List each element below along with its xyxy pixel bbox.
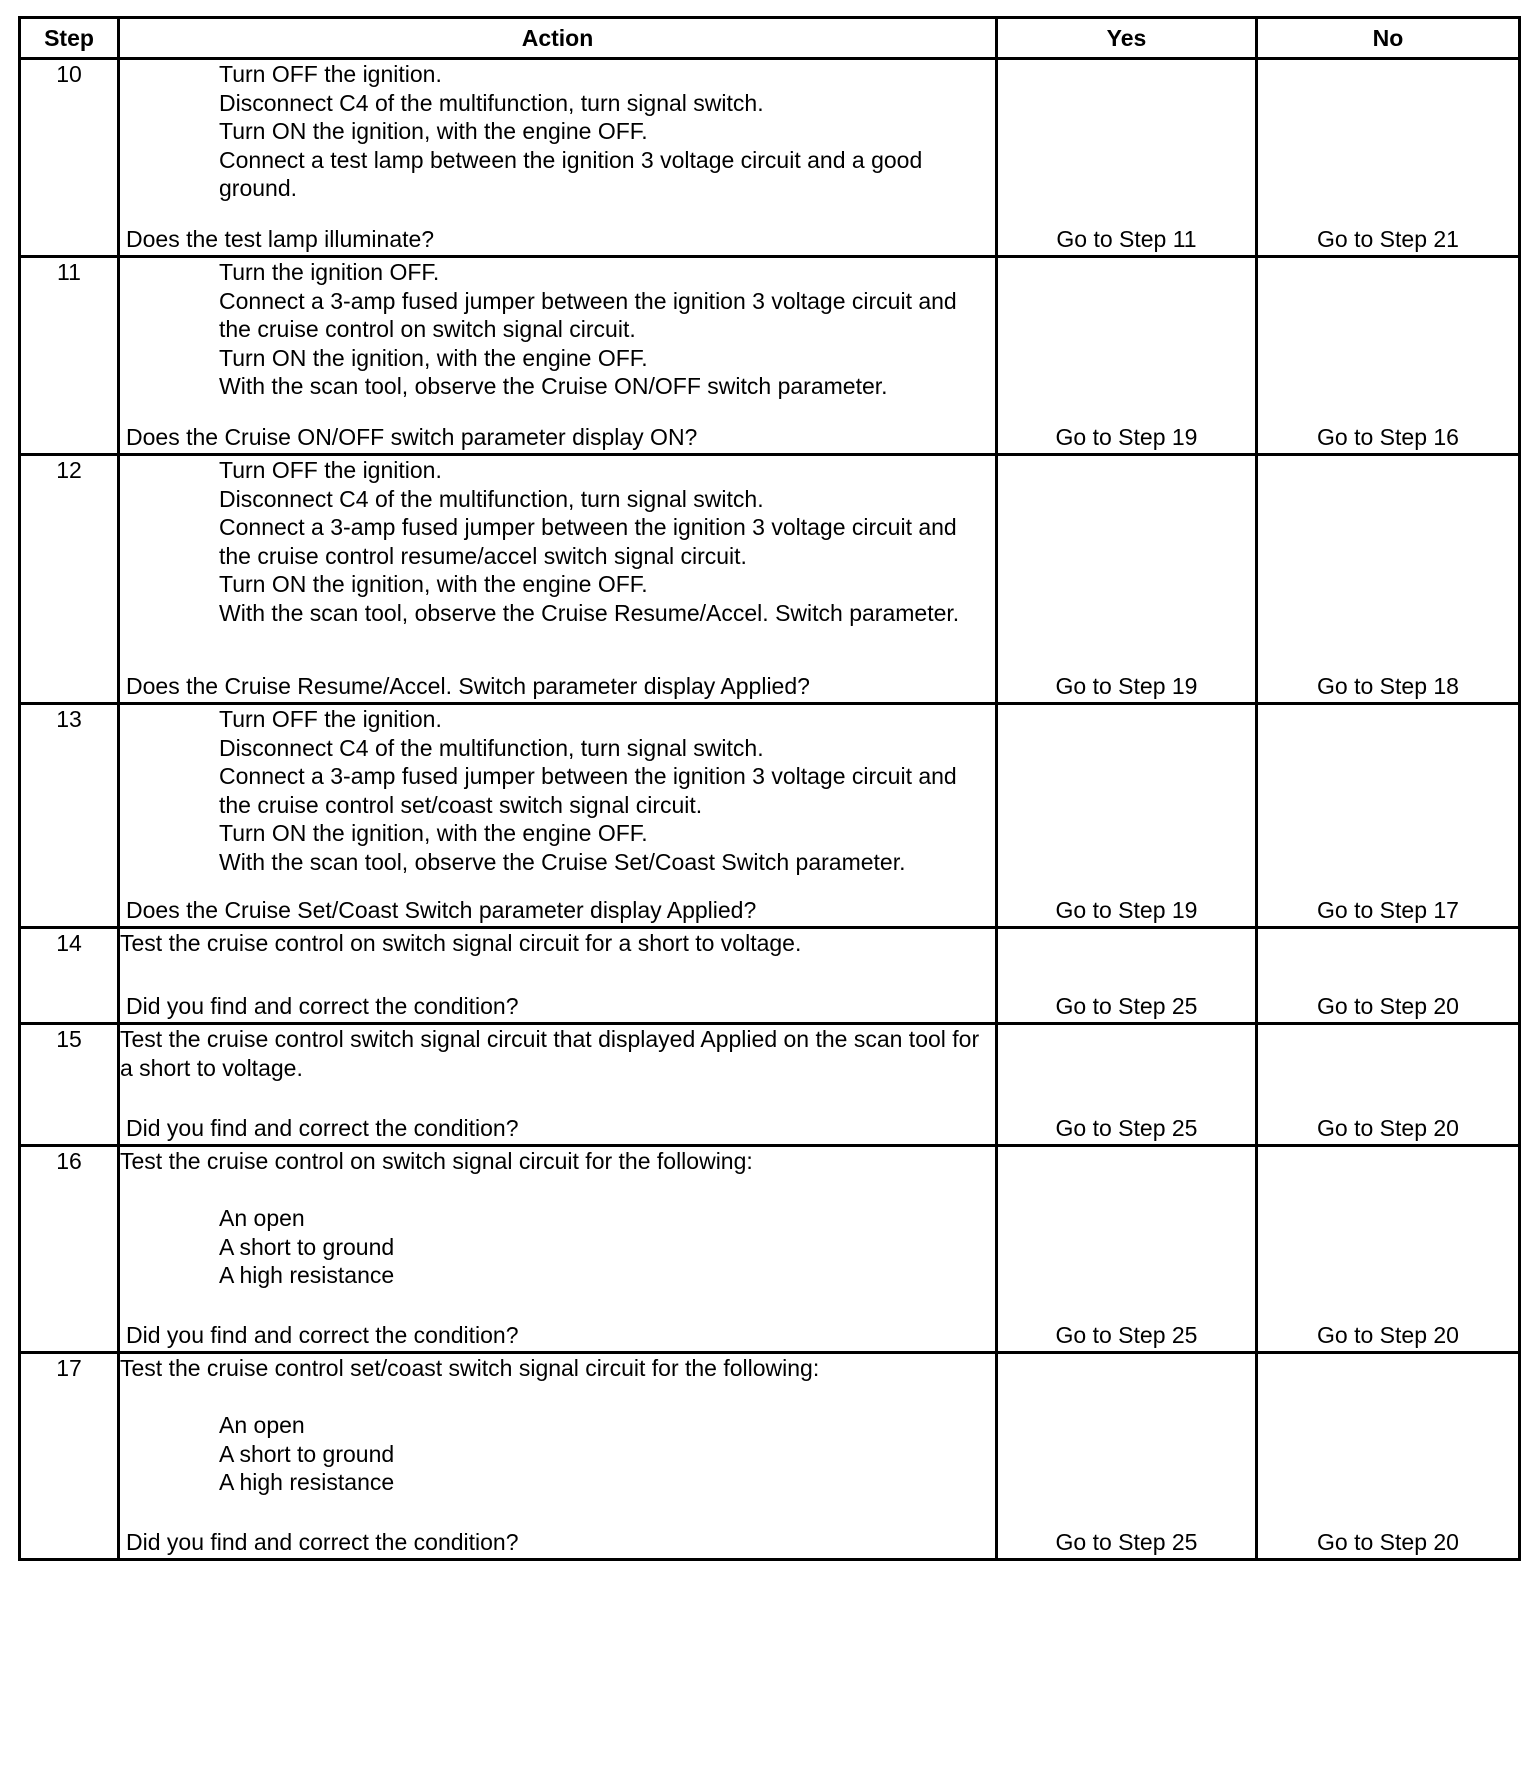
yes-cell — [997, 1146, 1257, 1353]
action-cell — [119, 1146, 997, 1353]
action-line: Disconnect C4 of the multifunction, turn signal switch. — [219, 89, 764, 116]
no-result: Go to Step 20 — [1317, 992, 1459, 1019]
yes-cell — [997, 1353, 1257, 1560]
action-question: Did you find and correct the condition? — [126, 992, 519, 1019]
action-line: Connect a test lamp between the ignition 3 voltage circuit and a good ground. — [219, 146, 923, 201]
action-line: Connect a 3-amp fused jumper between the ignition 3 voltage circuit and the cruise control set/coast switch signal circuit. — [219, 763, 957, 818]
condition-item: A short to ground — [219, 1233, 395, 1260]
action-line: Turn OFF the ignition. — [219, 457, 442, 483]
action-question: Did you find and correct the condition? — [126, 1114, 519, 1141]
no-result: Go to Step 20 — [1317, 1114, 1459, 1141]
action-line: With the scan tool, observe the Cruise Resume/Accel. Switch parameter. — [219, 599, 960, 626]
yes-cell — [997, 1024, 1257, 1146]
condition-item: An open — [219, 1412, 305, 1438]
yes-cell — [997, 257, 1257, 455]
action-cell — [119, 257, 997, 455]
yes-result: Go to Step 19 — [1055, 672, 1198, 699]
action-cell — [119, 59, 997, 257]
header-row — [20, 18, 1520, 59]
yes-result: Go to Step 25 — [1055, 1321, 1198, 1348]
action-line: Connect a 3-amp fused jumper between the ignition 3 voltage circuit and the cruise control on switch signal circuit. — [219, 287, 957, 342]
action-cell — [119, 455, 997, 704]
yes-cell — [997, 455, 1257, 704]
no-cell — [1257, 59, 1520, 257]
condition-item: A high resistance — [219, 1262, 395, 1288]
step-number: 13 — [20, 704, 119, 928]
no-cell — [1257, 455, 1520, 704]
action-line: Test the cruise control on switch signal circuit for the following: — [120, 1148, 753, 1174]
no-result: Go to Step 16 — [1317, 423, 1459, 450]
table-row — [20, 1024, 1520, 1146]
no-cell — [1257, 928, 1520, 1024]
action-line: With the scan tool, observe the Cruise Set/Coast Switch parameter. — [219, 848, 906, 875]
action-question: Does the test lamp illuminate? — [126, 225, 435, 252]
yes-result: Go to Step 25 — [1055, 992, 1198, 1019]
diagnostic-table — [18, 16, 1521, 1561]
step-number: 17 — [20, 1353, 119, 1560]
yes-result: Go to Step 25 — [1055, 1114, 1198, 1141]
action-question: Does the Cruise Set/Coast Switch parameter display Applied? — [126, 896, 757, 923]
yes-result: Go to Step 19 — [1055, 423, 1198, 450]
action-line: Disconnect C4 of the multifunction, turn signal switch. — [219, 734, 764, 761]
action-line: Turn ON the ignition, with the engine OFF. — [219, 571, 648, 597]
no-cell — [1257, 1024, 1520, 1146]
step-number: 11 — [20, 257, 119, 455]
yes-cell — [997, 59, 1257, 257]
step-number: 14 — [20, 928, 119, 1024]
header-yes: Yes — [997, 18, 1257, 59]
action-line: Turn ON the ignition, with the engine OFF. — [219, 118, 648, 144]
action-line: Test the cruise control switch signal circuit that displayed Applied on the scan tool for a short to voltage. — [120, 1026, 980, 1081]
header-no: No — [1257, 18, 1520, 59]
action-line: Turn OFF the ignition. — [219, 61, 442, 87]
no-cell — [1257, 1353, 1520, 1560]
table-row — [20, 1146, 1520, 1353]
action-cell — [119, 928, 997, 1024]
action-line: Turn OFF the ignition. — [219, 706, 442, 732]
no-cell — [1257, 704, 1520, 928]
action-line: With the scan tool, observe the Cruise ON/OFF switch parameter. — [219, 373, 888, 399]
condition-list — [120, 1411, 995, 1497]
yes-result: Go to Step 25 — [1055, 1528, 1198, 1555]
no-cell — [1257, 257, 1520, 455]
yes-result: Go to Step 11 — [1056, 225, 1197, 252]
table-row — [20, 1353, 1520, 1560]
yes-result: Go to Step 19 — [1055, 896, 1198, 923]
no-result: Go to Step 21 — [1317, 225, 1459, 252]
action-question: Did you find and correct the condition? — [126, 1321, 519, 1348]
table-row — [20, 59, 1520, 257]
condition-list — [120, 1204, 995, 1290]
no-result: Go to Step 17 — [1317, 896, 1459, 923]
action-line: Turn the ignition OFF. — [219, 259, 440, 285]
table-row — [20, 704, 1520, 928]
action-line: Test the cruise control on switch signal circuit for a short to voltage. — [120, 930, 802, 956]
step-number: 16 — [20, 1146, 119, 1353]
condition-item: An open — [219, 1205, 305, 1231]
no-cell — [1257, 1146, 1520, 1353]
action-line: Connect a 3-amp fused jumper between the ignition 3 voltage circuit and the cruise control resume/accel switch signal circuit. — [219, 514, 957, 569]
yes-cell — [997, 928, 1257, 1024]
table-row — [20, 928, 1520, 1024]
no-result: Go to Step 18 — [1317, 672, 1459, 699]
condition-item: A high resistance — [219, 1469, 395, 1495]
action-cell — [119, 1024, 997, 1146]
step-number: 12 — [20, 455, 119, 704]
condition-item: A short to ground — [219, 1440, 395, 1467]
action-line: Turn ON the ignition, with the engine OFF. — [219, 344, 648, 371]
table-row — [20, 455, 1520, 704]
table-row — [20, 257, 1520, 455]
action-line: Test the cruise control set/coast switch signal circuit for the following: — [120, 1355, 820, 1381]
header-action: Action — [119, 18, 997, 59]
action-cell — [119, 1353, 997, 1560]
no-result: Go to Step 20 — [1317, 1321, 1459, 1348]
step-number: 15 — [20, 1024, 119, 1146]
action-question: Does the Cruise ON/OFF switch parameter display ON? — [126, 423, 698, 450]
action-question: Does the Cruise Resume/Accel. Switch parameter display Applied? — [126, 672, 810, 699]
action-line: Turn ON the ignition, with the engine OFF. — [219, 820, 648, 846]
no-result: Go to Step 20 — [1317, 1528, 1459, 1555]
yes-cell — [997, 704, 1257, 928]
header-step: Step — [20, 18, 119, 59]
action-line: Disconnect C4 of the multifunction, turn signal switch. — [219, 485, 764, 512]
step-number: 10 — [20, 59, 119, 257]
action-question: Did you find and correct the condition? — [126, 1528, 519, 1555]
action-cell — [119, 704, 997, 928]
